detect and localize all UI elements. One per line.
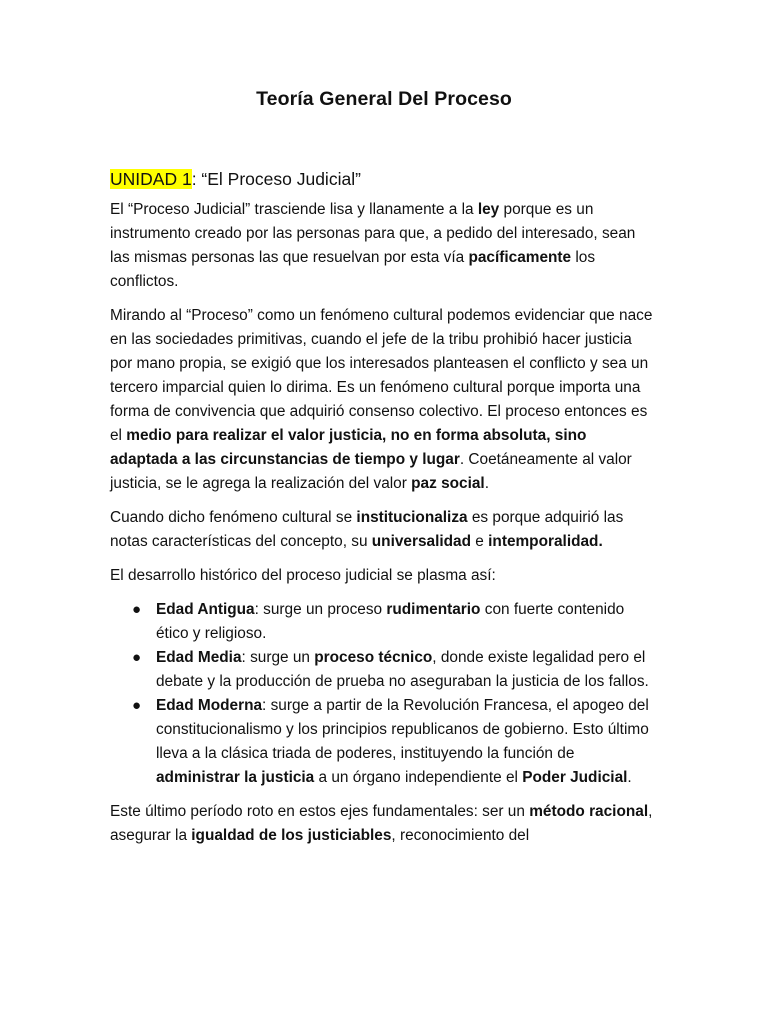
bold-run: intemporalidad.: [488, 533, 603, 550]
bold-run: Poder Judicial: [522, 769, 628, 786]
text-run: Mirando al “Proceso” como un fenómeno cultural podemos evidenciar que nace en las sociedades primitivas, cuando el jefe de la tribu prohibió hacer justicia por mano propia, se exigió que los interesados planteasen el conflicto y sea un tercero imparcial quien lo dirima. Es un fenómeno cultural porque importa una forma de convivencia que adquirió consenso colectivo. El proceso entonces es el: [110, 307, 653, 444]
paragraph-2: [110, 304, 658, 496]
unit-title: : “El Proceso Judicial”: [191, 169, 361, 189]
text-run: Cuando dicho fenómeno cultural se: [110, 509, 357, 526]
list-item-edad-antigua: [132, 598, 658, 646]
bold-run: Edad Moderna: [156, 697, 263, 714]
bold-run: ley: [477, 201, 500, 218]
paragraph-4: El desarrollo histórico del proceso judicial se plasma así:: [110, 567, 496, 584]
text-run: .: [484, 475, 489, 492]
text-run: , reconocimiento del: [391, 827, 530, 844]
bold-run: paz social: [411, 475, 485, 492]
paragraph-5: [110, 800, 658, 848]
text-run: : surge a partir de la Revolución Francesa, el apogeo del constitucionalismo y los principios republicanos de gobierno. Esto último lleva a la clásica triada de poderes, instituyendo la función de: [156, 697, 649, 762]
text-run: .: [627, 769, 632, 786]
bold-run: rudimentario: [386, 601, 481, 618]
text-run: con fuerte contenido ético y religioso.: [156, 601, 625, 642]
list-item-edad-media: [132, 646, 658, 694]
bold-run: Edad Media: [156, 649, 242, 666]
text-run: , donde existe legalidad pero el debate y la producción de prueba no aseguraban la justicia de los fallos.: [156, 649, 649, 690]
text-run: porque es un instrumento creado por las personas para que, a pedido del interesado, sean las mismas personas las que resuelvan por esta vía: [110, 201, 636, 266]
paragraph-1: [110, 198, 658, 294]
bullet-icon: ●: [132, 649, 142, 666]
list-item-edad-moderna: [132, 694, 658, 790]
bullet-icon: ●: [132, 601, 142, 618]
bold-run: institucionaliza: [356, 509, 468, 526]
text-run: . Coetáneamente al valor justicia, se le agrega la realización del valor: [110, 451, 632, 492]
text-run: , asegurar la: [110, 803, 653, 844]
paragraph-3: [110, 506, 658, 554]
bold-run: Edad Antigua: [156, 601, 255, 618]
bold-run: medio para realizar el valor justicia, no en forma absoluta, sino adaptada a las circunstancias de tiempo y lugar: [110, 427, 587, 468]
text-run: e: [471, 533, 489, 550]
text-run: El “Proceso Judicial” trasciende lisa y llanamente a la: [110, 201, 478, 218]
history-list: [110, 598, 658, 790]
bold-run: método racional: [529, 803, 649, 820]
text-run: : surge un: [241, 649, 315, 666]
bold-run: igualdad de los justiciables: [191, 827, 392, 844]
text-run: a un órgano independiente el: [314, 769, 523, 786]
document-body: [110, 166, 658, 858]
text-run: Este último período roto en estos ejes fundamentales: ser un: [110, 803, 530, 820]
bold-run: administrar la justicia: [156, 769, 315, 786]
bold-run: proceso técnico: [314, 649, 433, 666]
page-title: Teoría General Del Proceso: [256, 88, 512, 110]
unit-heading: [110, 166, 658, 192]
text-run: : surge un proceso: [254, 601, 387, 618]
unit-label-highlight: UNIDAD 1: [110, 169, 192, 189]
text-run: los conflictos.: [110, 249, 596, 290]
bold-run: pacíficamente: [468, 249, 572, 266]
text-run: es porque adquirió las notas características del concepto, su: [110, 509, 624, 550]
bold-run: universalidad: [371, 533, 472, 550]
bullet-icon: ●: [132, 697, 142, 714]
